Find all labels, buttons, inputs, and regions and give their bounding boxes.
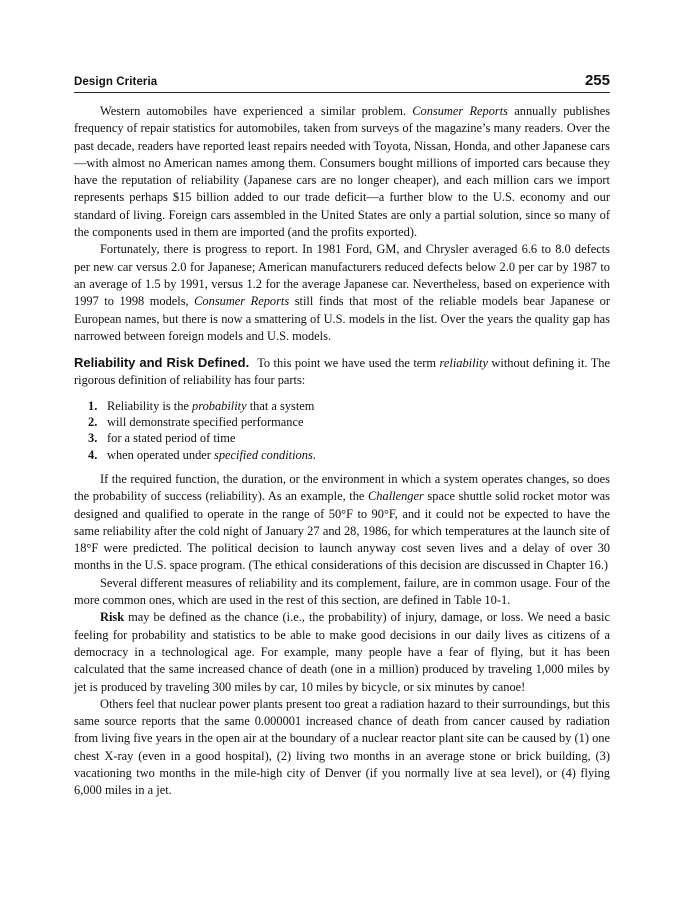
- text-run: for a stated period of time: [107, 431, 236, 446]
- page-number: 255: [584, 72, 610, 89]
- list-item: [74, 430, 610, 446]
- text-run: that a system: [246, 398, 315, 413]
- list-number: 1.: [88, 398, 98, 413]
- definition-list: [74, 398, 610, 463]
- term-specified-conditions: specified conditions: [214, 447, 313, 462]
- list-number: 4.: [88, 447, 98, 462]
- paragraph-measures: Several different measures of reliability and its complement, failure, are in common usage. Four of the more common ones, which are used in the rest of this section, are defined in Table 10-1.: [74, 575, 610, 608]
- list-number: 2.: [88, 415, 98, 430]
- list-item: [74, 398, 610, 414]
- text-run: annually publishes frequency of repair statistics for automobiles, taken from surveys of the magazine’s many readers. Over the past decade, readers have reported least repairs needed with Toyota, Nissan, Honda, and other Japanese cars—with almost no American names among them. Consumers bought millions of imported cars because they have the reputation of reliability (Japanese cars are no longer cheaper), and each million cars we import represents perhaps $15 billion added to our trade deficit—a further blow to the U.S. economy and our standard of living. Foreign cars assembled in the United States are only a partial solution, since so many of the components used in them are imported (and the profits exported).: [74, 104, 611, 240]
- text-run: Fortunately, there is progress to report. In 1981 Ford, GM, and Chrysler averaged 6.6 to 8.0 defects per new car versus 2.0 for Japanese; American manufacturers reduced defects below 2.0 per car by 1987 to an average of 1.5 by 1991, versus 1.2 for the average Japanese car. Nevertheless, based on experience with 1997 to 1998 models,: [74, 242, 610, 309]
- page-body: [74, 103, 610, 800]
- text-run: may be defined as the chance (i.e., the probability) of injury, damage, or loss. We need a basic feeling for probability and statistics to be able to make good decisions in our daily lives as citizens of a democracy in a technological age. For example, many people have a fear of flying, but it has been calculated that the same increased chance of death (one in a million) produced by traveling 1,000 miles by jet is produced by traveling 300 miles by car, 10 miles by bicycle, or six minutes by canoe!: [74, 610, 610, 694]
- text-run: If the required function, the duration, or the environment in which a system operates changes, so does the probability of success (reliability). As an example, the: [74, 471, 610, 504]
- paragraph-nuclear: Others feel that nuclear power plants present too great a radiation hazard to their surroundings, but this same source reports that the same 0.000001 increased chance of death from cancer caused by radiation from living five years in the open air at the boundary of a nuclear reactor plant site can be caused by (1) one chest X-ray (even in a good hospital), (2) living two months in an average stone or brick building, (3) vacationing two months in the mile-high city of Denver (if you normally live at sea level), or (4) flying 6,000 miles in a jet.: [74, 696, 610, 798]
- paragraph-repair-statistics: [74, 103, 610, 241]
- list-item: [74, 447, 610, 463]
- section-title: Design Criteria: [74, 76, 158, 88]
- text-run: Reliability is the: [107, 398, 193, 413]
- text-run: Western automobiles have experienced a similar problem.: [100, 104, 413, 118]
- text-run: .: [312, 447, 316, 462]
- text-run: when operated under: [107, 447, 214, 462]
- shuttle-name: Challenger: [368, 489, 424, 504]
- text-run: space shuttle solid rocket motor was designed and qualified to operate in the range of 50°F to 90°F, and it could not be expected to have the same reliability after the cold night of January 27 and 28, 1986, for which temperatures at the launch site of 18°F were predicted. The political decision to launch anyway cost seven lives and a delay of over 30 months in the U.S. space program. (The ethical considerations of this decision are discussed in Chapter 16.): [74, 489, 610, 573]
- text-run: will demonstrate specified performance: [107, 415, 304, 430]
- paragraph-progress: [74, 241, 610, 345]
- text-run: still finds that most of the reliable models bear Japanese or European names, but there is now a smattering of U.S. models in the list. Over the years the quality gap has narrowed between foreign models and U.S. models.: [74, 294, 611, 343]
- magazine-title: Consumer Reports: [194, 294, 290, 309]
- term-reliability: reliability: [439, 356, 488, 371]
- text-run: without defining it. The rigorous definition of reliability has four parts:: [74, 356, 610, 388]
- list-number: 3.: [88, 431, 98, 446]
- magazine-title: Consumer Reports: [412, 104, 509, 118]
- list-item: [74, 414, 610, 430]
- paragraph-challenger: [74, 471, 610, 575]
- running-header: [74, 70, 610, 93]
- paragraph-reliability-defined: [74, 354, 610, 390]
- section-heading: Reliability and Risk Defined.: [74, 355, 250, 371]
- term-risk: Risk: [100, 610, 125, 625]
- paragraph-risk: [74, 609, 610, 695]
- text-run: To this point we have used the term: [257, 356, 440, 371]
- term-probability: probability: [192, 398, 247, 413]
